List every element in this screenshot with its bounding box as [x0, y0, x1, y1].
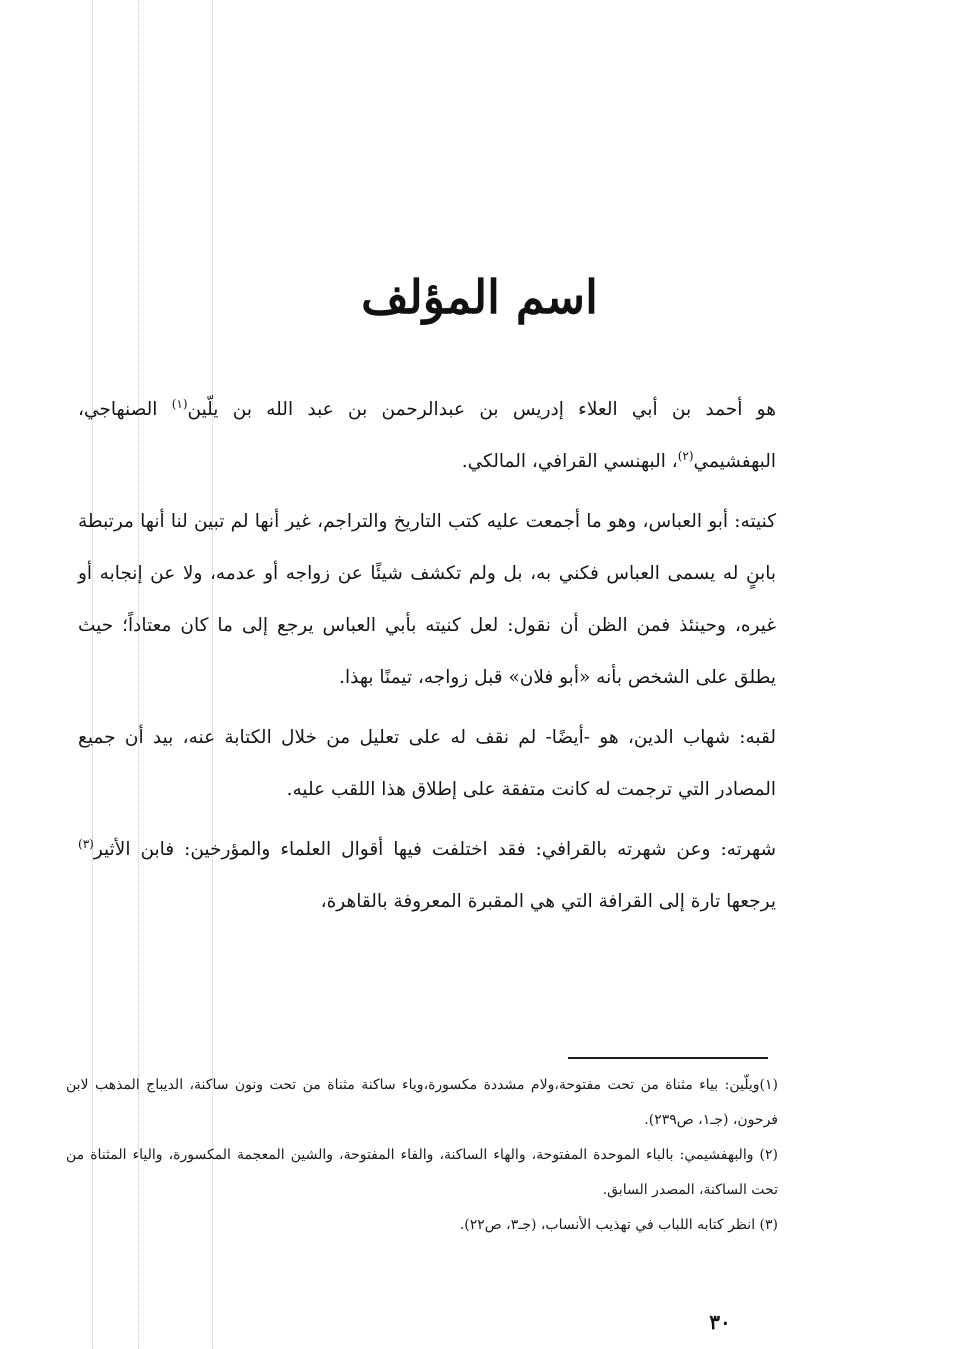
- footnote-separator: [568, 1057, 768, 1059]
- footnote-1: (١)ويلّين: بياء مثناة من تحت مفتوحة،ولام مشددة مكسورة،وياء ساكنة مثناة من تحت ونون ساكنة، الديباج المذهب لابن فرحون، (جـ١، ص٢٣٩).: [66, 1077, 778, 1128]
- paragraph-name-part: ، البهنسي القرافي، المالكي.: [461, 451, 678, 472]
- paragraph-kunya: كنيته: أبو العباس، وهو ما أجمعت عليه كتب التاريخ والتراجم، غير أنها لم تبين لنا أنها مرتبطة بابنٍ له يسمى العباس فكني به، بل ولم تكشف شيئًا عن زواجه أو عدمه، ولا عن إنجابه أو غيره، وحينئذ فمن الظن أن نقول: لعل كنيته بأبي العباس يرجع إلى ما كان معتاداً؛ حيث يطلق على الشخص بأنه «أبو فلان» قبل زواجه، تيمنًا بهذا.: [78, 511, 776, 688]
- paragraph-laqab: لقبه: شهاب الدين، هو -أيضًا- لم نقف له على تعليل من خلال الكتابة عنه، بيد أن جميع المصادر التي ترجمت له كانت متفقة على إطلاق هذا اللقب عليه.: [78, 727, 776, 800]
- footnote-ref-3: (٣): [78, 836, 94, 851]
- footnote-ref-2: (٢): [677, 448, 694, 463]
- footnote-2: (٢) والبهفشيمي: بالباء الموحدة المفتوحة، والهاء الساكنة، والفاء المفتوحة، والشين المعجمة المكسورة، والياء المثناة من تحت الساكنة، المصدر السابق.: [66, 1147, 778, 1198]
- page-number: ٣٠: [709, 1310, 731, 1334]
- paragraph-shuhra-part: شهرته: وعن شهرته بالقرافي: فقد اختلفت فيها أقوال العلماء والمؤرخين: فابن الأثير: [93, 839, 776, 860]
- page-title: اسم المؤلف: [361, 270, 598, 324]
- main-text: [78, 384, 776, 936]
- footnote-ref-1: (١): [171, 396, 188, 411]
- paragraph-name-part: الصنهاجي، البهفشيمي: [78, 399, 776, 472]
- paragraph-name: [78, 384, 776, 488]
- paragraph-shuhra-part: يرجعها تارة إلى القرافة التي هي المقبرة المعروفة بالقاهرة،: [320, 891, 776, 912]
- footnote-3: (٣) انظر كتابه اللباب في تهذيب الأنساب، (جـ٣، ص٢٢).: [459, 1217, 778, 1233]
- paragraph-shuhra: [78, 824, 776, 928]
- footnotes: [66, 1068, 778, 1243]
- paragraph-name-part: هو أحمد بن أبي العلاء إدريس بن عبدالرحمن بن عبد الله بن يلّين: [187, 399, 776, 420]
